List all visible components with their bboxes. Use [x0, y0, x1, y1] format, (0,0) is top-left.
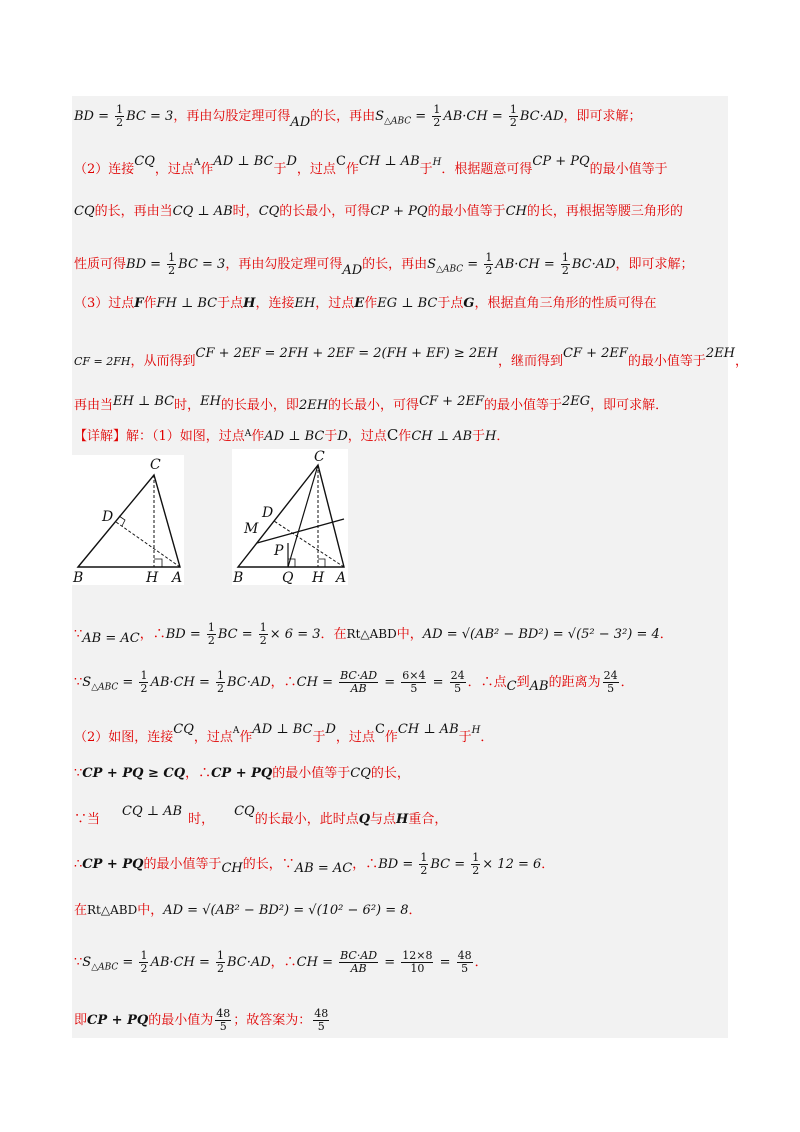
math: AD = √(AB² − BD²) = √(5² − 3²) = 4 [422, 627, 660, 642]
math: AD ⊥ BC [252, 722, 313, 737]
math: S [375, 109, 385, 124]
math: CP + PQ [532, 154, 590, 169]
math: CH = [296, 675, 338, 690]
math: A [193, 158, 201, 168]
math: H [396, 812, 409, 827]
therefore-symbol: ∴ [74, 857, 83, 872]
math: H [485, 429, 497, 444]
label-p: P [274, 543, 284, 559]
text: 的最小值等于 [627, 354, 706, 369]
math: AB·CH = [495, 257, 559, 272]
text: 与点 [370, 812, 397, 827]
math: 2EH [298, 398, 329, 413]
text: ，∴ [139, 627, 166, 642]
fraction: $\frac{1}{2}$ [168, 251, 176, 277]
text: 于点 [217, 296, 244, 311]
text: ． [620, 675, 634, 690]
because-symbol: ∵ [74, 675, 83, 690]
text: 作 [398, 429, 412, 444]
text: ，过点 [335, 730, 375, 745]
fraction: $\frac{24}{5}$ [603, 669, 618, 695]
math: AD [290, 115, 311, 130]
text: ，过点 [193, 730, 233, 745]
text: 的长，再由当 [94, 204, 173, 219]
line-15 [74, 900, 724, 921]
right-angle-h [318, 559, 325, 567]
math: CH [221, 861, 243, 876]
text: 即 [74, 1013, 88, 1028]
text: 作 [251, 429, 265, 444]
text: ，根据直角三角形的性质可得在 [474, 296, 657, 311]
math: BD = [378, 857, 418, 872]
text: 到 [516, 675, 530, 690]
math: CQ [173, 722, 194, 737]
text: 作 [200, 162, 214, 177]
math: AB [529, 679, 549, 694]
math: AB·CH = [150, 675, 214, 690]
text: ． [474, 955, 488, 970]
math: AB = AC [82, 631, 140, 646]
text: 于 [472, 429, 486, 444]
math: = [380, 675, 400, 690]
math: CQ [258, 204, 280, 219]
math: EG ⊥ BC [377, 296, 438, 311]
math: = [411, 109, 431, 124]
text: （3）过点 [74, 296, 135, 311]
math: CF + 2EF [419, 394, 484, 409]
text: ．在 [320, 627, 347, 642]
text: ．∴点 [467, 675, 507, 690]
text: 的距离为 [548, 675, 601, 690]
text: ，过点 [154, 162, 194, 177]
math: AB·CH = [443, 109, 507, 124]
text: 中， [137, 903, 164, 918]
math: AD = √(AB² − BD²) = √(10² − 6²) = 8 [163, 903, 409, 918]
line-11 [74, 720, 724, 748]
fraction: $\frac{1}{2}$ [420, 851, 428, 877]
text: 作 [364, 296, 378, 311]
text: 在 [74, 903, 88, 918]
math: CP + PQ [82, 857, 144, 872]
math: C [386, 426, 399, 444]
triangle-abc [238, 465, 344, 567]
math-sub: △ABC [436, 264, 464, 275]
figure-1 [72, 455, 184, 585]
line-8 [74, 424, 724, 447]
text: 中， [396, 627, 423, 642]
triangle-diagram-1 [72, 455, 184, 585]
math: S [82, 675, 92, 690]
math: CQ [234, 804, 255, 819]
text: ，过点 [315, 296, 355, 311]
math: BD = [74, 109, 114, 124]
text: ，∴ [352, 857, 379, 872]
math: 2EG [561, 394, 591, 409]
math: = [463, 257, 483, 272]
triangle-abc [78, 475, 180, 567]
label-c: C [150, 457, 161, 473]
math: H [243, 296, 256, 311]
math: CH ⊥ AB [411, 429, 473, 444]
math: = [428, 675, 448, 690]
text: 的长，∵ [242, 857, 295, 872]
text: 性质可得 [74, 257, 127, 272]
text: （2）如图，连接 [74, 730, 174, 745]
math: BC·AD [226, 675, 271, 690]
math: EH [200, 394, 221, 409]
text: 的长，再根据等腰三角形的 [526, 204, 683, 219]
text: 于 [312, 730, 326, 745]
math: CQ [74, 204, 95, 219]
altitude-ad [116, 522, 180, 567]
right-angle-h [154, 559, 162, 567]
math: CF + 2EF [563, 346, 628, 361]
text: ，再由勾股定理可得 [173, 109, 291, 124]
text: 的最小值等于 [143, 857, 222, 872]
math: H [471, 725, 481, 736]
math: AD ⊥ BC [213, 154, 274, 169]
math: C [335, 154, 346, 169]
fraction: $\frac{48}{5}$ [314, 1007, 329, 1033]
math: A [244, 429, 252, 439]
math-sub: △ABC [384, 116, 412, 127]
label-d: D [102, 509, 114, 525]
math: × 12 = 6 [482, 857, 542, 872]
text: 的最小值等于 [589, 162, 668, 177]
line-3 [74, 202, 724, 222]
text: ，连接 [255, 296, 295, 311]
text: 于 [324, 429, 338, 444]
line-4 [74, 252, 724, 281]
fraction: $\frac{1}{2}$ [216, 949, 224, 975]
math: G [463, 296, 475, 311]
text: 作 [143, 296, 157, 311]
math: FH ⊥ BC [156, 296, 218, 311]
label-q: Q [282, 570, 294, 585]
text: 的最小值为 [148, 1013, 214, 1028]
math: A [232, 726, 240, 736]
text: 于点 [437, 296, 464, 311]
text: ． [408, 903, 422, 918]
label-d: D [262, 505, 274, 521]
line-9 [74, 622, 724, 649]
label-c: C [314, 449, 325, 465]
fraction: $\frac{12\times 8}{10}$ [402, 949, 433, 975]
fraction: $\frac{6\times 4}{5}$ [402, 669, 426, 695]
text: 的长，再由 [310, 109, 376, 124]
text: 于 [273, 162, 287, 177]
line-5 [74, 294, 724, 314]
text: 的最小值等于 [272, 766, 351, 781]
math: AD [342, 263, 363, 278]
text: ， [735, 354, 749, 369]
fraction: $\frac{1}{2}$ [116, 103, 124, 129]
fraction: $\frac{24}{5}$ [450, 669, 465, 695]
text: 的长， [370, 766, 410, 781]
math: AD ⊥ BC [264, 429, 325, 444]
text: 的长最小，可得 [328, 398, 420, 413]
math: CQ [134, 154, 155, 169]
math: CH [505, 204, 527, 219]
label-a: A [336, 570, 347, 585]
math: BD = [126, 257, 166, 272]
because-symbol: ∵ [74, 766, 83, 781]
math: × 6 = 3 [269, 627, 321, 642]
because-symbol: ∵ [74, 627, 83, 642]
math: = [118, 675, 138, 690]
math: CP + PQ [211, 766, 273, 781]
text: 重合， [408, 812, 448, 827]
text: ．根据题意可得 [441, 162, 533, 177]
because-symbol: ∵ [74, 955, 83, 970]
math: CP + PQ ≥ CQ [82, 766, 186, 781]
line-1 [74, 104, 724, 133]
label-b: B [233, 570, 244, 585]
text: ，过点 [296, 162, 336, 177]
text: ，过点 [347, 429, 387, 444]
triangle-diagram-2 [232, 449, 348, 585]
math: Q [358, 812, 371, 827]
math: BC·AD [519, 109, 564, 124]
fraction: $\frac{1}{2}$ [433, 103, 441, 129]
math: CH ⊥ AB [397, 722, 459, 737]
fraction: $\frac{1}{2}$ [140, 949, 148, 975]
math: D [286, 154, 297, 169]
math: H [432, 157, 442, 168]
text: 于 [458, 730, 472, 745]
text: ． [541, 857, 555, 872]
text: 作 [239, 730, 253, 745]
math: BC = 3 [178, 257, 226, 272]
fraction: $\frac{1}{2}$ [509, 103, 517, 129]
text: 作 [384, 730, 398, 745]
line-12 [74, 764, 724, 784]
text: ，∴ [270, 955, 297, 970]
label-a: A [172, 570, 183, 585]
math: CH = [296, 955, 338, 970]
fraction: $\frac{48}{5}$ [216, 1007, 231, 1033]
text: 的长最小，此时点 [254, 812, 359, 827]
line-16 [74, 950, 724, 978]
math: = [380, 955, 400, 970]
text: 时， [232, 204, 259, 219]
text: 作 [345, 162, 359, 177]
math: F [134, 296, 144, 311]
text: 的最小值等于 [483, 398, 562, 413]
label-m: M [244, 521, 259, 537]
text: 时， [174, 398, 201, 413]
math: BC = [217, 627, 257, 642]
fraction: $\frac{1}{2}$ [259, 621, 267, 647]
text: ∵当 [74, 812, 101, 827]
text: ，继而得到 [497, 354, 563, 369]
math: = [435, 955, 455, 970]
math: CP + PQ [370, 204, 428, 219]
label-h: H [312, 570, 325, 585]
line-10 [74, 670, 724, 698]
text: ，即可求解． [590, 398, 669, 413]
text: 于 [419, 162, 433, 177]
math-sub: △ABC [91, 962, 119, 973]
math: BD = [165, 627, 205, 642]
text: 的长，再由 [362, 257, 428, 272]
math: AB·CH = [150, 955, 214, 970]
math: Rt△ABD [346, 627, 397, 641]
text: （2）连接 [74, 162, 135, 177]
text: ． [480, 730, 494, 745]
text: 【详解】解：（1）如图，过点 [74, 429, 245, 444]
text: ，即可求解； [615, 257, 694, 272]
label-h: H [146, 570, 159, 585]
math: EH ⊥ BC [113, 394, 175, 409]
text: 时， [188, 812, 215, 827]
math: BC·AD [571, 257, 616, 272]
math: CQ ⊥ AB [122, 804, 183, 819]
fraction: $\frac{1}{2}$ [561, 251, 569, 277]
line-6 [74, 344, 749, 372]
fraction: $\frac{1}{2}$ [485, 251, 493, 277]
fraction: $\frac{1}{2}$ [472, 851, 480, 877]
math: BC·AD [226, 955, 271, 970]
math: S [427, 257, 437, 272]
math: CF + 2EF = 2FH + 2EF = 2(FH + EF) ≥ 2EH [195, 346, 498, 361]
line-17 [74, 1008, 724, 1033]
math: AB = AC [294, 861, 353, 876]
text: ；故答案为： [233, 1013, 312, 1028]
math: C [506, 679, 517, 694]
math: BC = 3 [126, 109, 174, 124]
fraction: $\frac{BC\cdot AD}{AB}$ [340, 669, 378, 695]
text: ，∴ [270, 675, 297, 690]
math: EH [294, 296, 316, 311]
math: CH ⊥ AB [358, 154, 420, 169]
line-13 [74, 802, 724, 830]
math: D [325, 722, 336, 737]
math: D [337, 429, 348, 444]
text: 的长最小，可得 [279, 204, 371, 219]
text: ，即可求解； [563, 109, 642, 124]
math: C [374, 722, 385, 737]
math: = [118, 955, 138, 970]
fraction: $\frac{1}{2}$ [216, 669, 224, 695]
line-2 [74, 152, 724, 180]
text: 的最小值等于 [427, 204, 506, 219]
math: BC = [430, 857, 470, 872]
math-sub: △ABC [91, 682, 119, 693]
fraction: $\frac{1}{2}$ [207, 621, 215, 647]
right-angle-d [119, 516, 125, 526]
line-7 [74, 392, 724, 416]
math: CP + PQ [87, 1013, 149, 1028]
text: 的长最小，即 [220, 398, 299, 413]
text: ． [496, 429, 510, 444]
math: CQ [350, 766, 371, 781]
fraction: $\frac{48}{5}$ [457, 949, 472, 975]
segment-cq [288, 465, 318, 567]
math: S [82, 955, 92, 970]
text: ，再由勾股定理可得 [225, 257, 343, 272]
text: 再由当 [74, 398, 114, 413]
text: ，∴ [185, 766, 212, 781]
math: CQ ⊥ AB [172, 204, 233, 219]
math: Rt△ABD [87, 903, 138, 917]
math: 2EH [705, 346, 736, 361]
text: ． [659, 627, 673, 642]
math: E [354, 296, 365, 311]
line-14 [74, 852, 724, 879]
figure-2 [232, 449, 348, 585]
math: CF = 2FH [74, 355, 131, 368]
text: ，从而得到 [130, 354, 196, 369]
fraction: $\frac{1}{2}$ [140, 669, 148, 695]
fraction: $\frac{BC\cdot AD}{AB}$ [340, 949, 378, 975]
label-b: B [73, 570, 84, 585]
